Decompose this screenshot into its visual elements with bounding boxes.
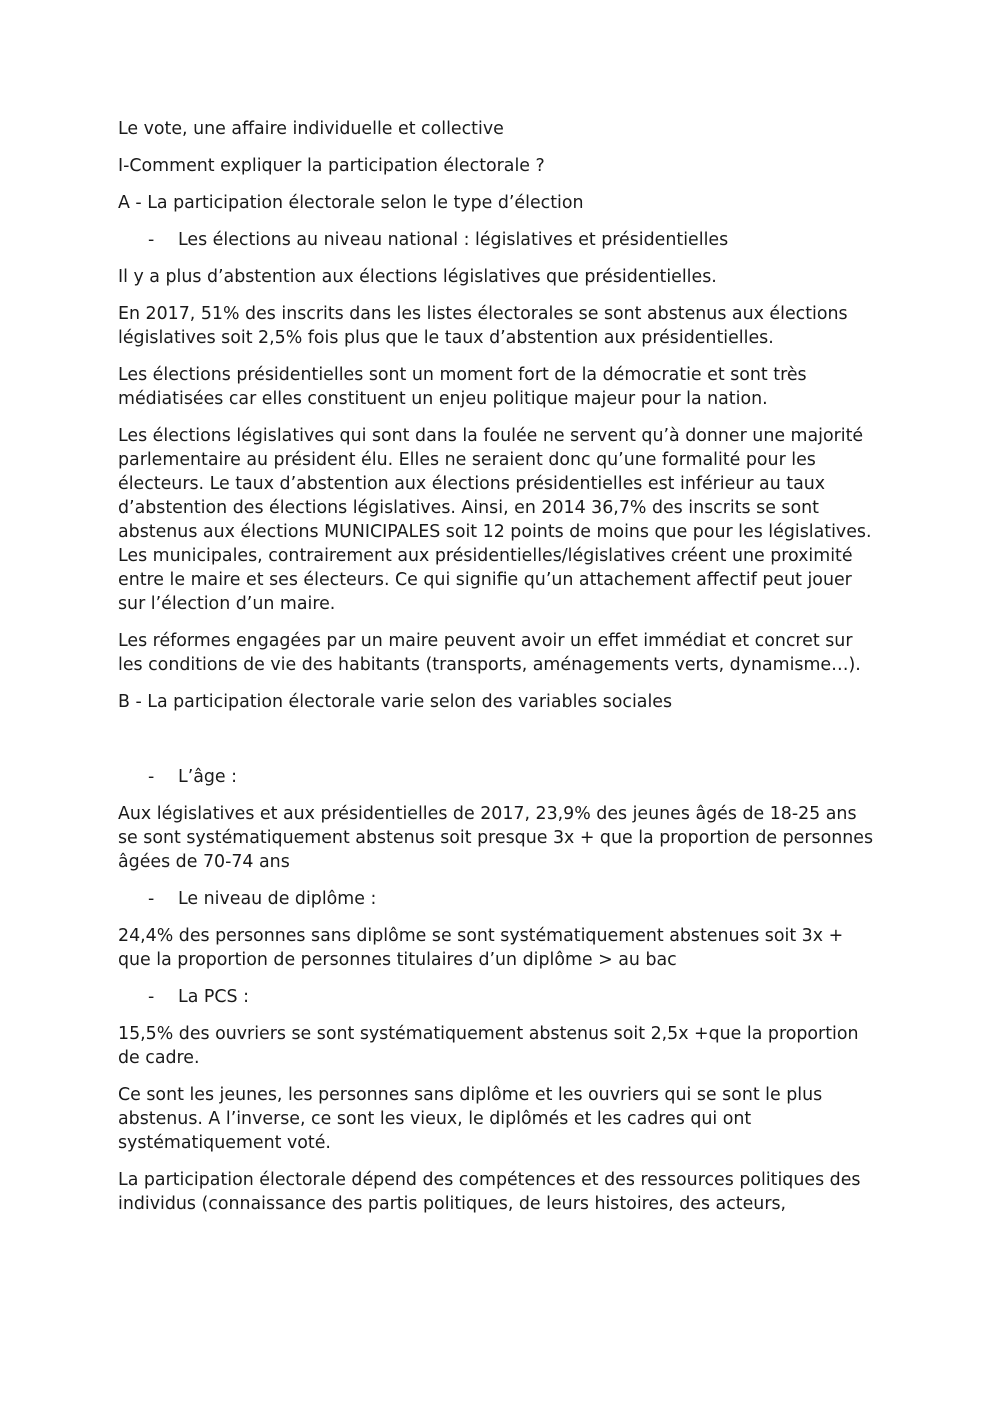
bullet-dash: - <box>148 767 155 787</box>
bullet-dash: - <box>148 889 155 909</box>
bullet-text: L’âge : <box>178 767 237 787</box>
paragraph: Il y a plus d’abstention aux élections législatives que présidentielles. <box>118 267 717 287</box>
subsection-heading-a: A - La participation électorale selon le type d’élection <box>118 193 584 213</box>
blank-line <box>118 727 878 765</box>
paragraph: La participation électorale dépend des compétences et des ressources politiques des individus (connaissance des partis politiques, de leurs histoires, des acteurs, <box>118 1170 861 1214</box>
paragraph: Les réformes engagées par un maire peuvent avoir un effet immédiat et concret sur les conditions de vie des habitants (transports, aménagements verts, dynamisme…). <box>118 631 861 675</box>
paragraph: Les élections présidentielles sont un moment fort de la démocratie et sont très médiatisées car elles constituent un enjeu politique majeur pour la nation. <box>118 365 807 409</box>
bullet-text: Les élections au niveau national : législatives et présidentielles <box>178 230 729 250</box>
section-heading-1: I-Comment expliquer la participation électorale ? <box>118 156 545 176</box>
paragraph: Ce sont les jeunes, les personnes sans diplôme et les ouvriers qui se sont le plus abstenus. A l’inverse, ce sont les vieux, le diplômés et les cadres qui ont systématiquement voté. <box>118 1085 823 1153</box>
paragraph: 24,4% des personnes sans diplôme se sont systématiquement abstenues soit 3x + que la proportion de personnes titulaires d’un diplôme > au bac <box>118 926 844 970</box>
document-title: Le vote, une affaire individuelle et collective <box>118 119 504 139</box>
paragraph: Aux législatives et aux présidentielles de 2017, 23,9% des jeunes âgés de 18-25 ans se sont systématiquement abstenus soit presque 3x + que la proportion de personnes âgées de 70-74 ans <box>118 804 874 872</box>
paragraph: En 2017, 51% des inscrits dans les listes électorales se sont abstenus aux élections législatives soit 2,5% fois plus que le taux d’abstention aux présidentielles. <box>118 304 848 348</box>
bullet-dash: - <box>148 987 155 1007</box>
bullet-item-age <box>118 765 878 789</box>
bullet-item-diploma <box>118 887 878 911</box>
bullet-text: La PCS : <box>178 987 249 1007</box>
document-body <box>118 117 878 1229</box>
paragraph: Les élections législatives qui sont dans la foulée ne servent qu’à donner une majorité parlementaire au président élu. Elles ne seraient donc qu’une formalité pour les électeurs. Le taux d’abstention aux élections présidentielles est inférieur au taux d’abstention des élections législatives. Ainsi, en 2014 36,7% des inscrits se sont abstenus aux élections MUNICIPALES soit 12 points de moins que pour les législatives. Les municipales, contrairement aux présidentielles/législatives créent une proximité entre le maire et ses électeurs. Ce qui signifie qu’un attachement affectif peut jouer sur l’élection d’un maire. <box>118 426 872 614</box>
bullet-text: Le niveau de diplôme : <box>178 889 377 909</box>
bullet-item-national-elections <box>118 228 878 252</box>
bullet-dash: - <box>148 230 155 250</box>
paragraph: 15,5% des ouvriers se sont systématiquement abstenus soit 2,5x +que la proportion de cadre. <box>118 1024 859 1068</box>
bullet-item-pcs <box>118 985 878 1009</box>
subsection-heading-b: B - La participation électorale varie selon des variables sociales <box>118 692 673 712</box>
